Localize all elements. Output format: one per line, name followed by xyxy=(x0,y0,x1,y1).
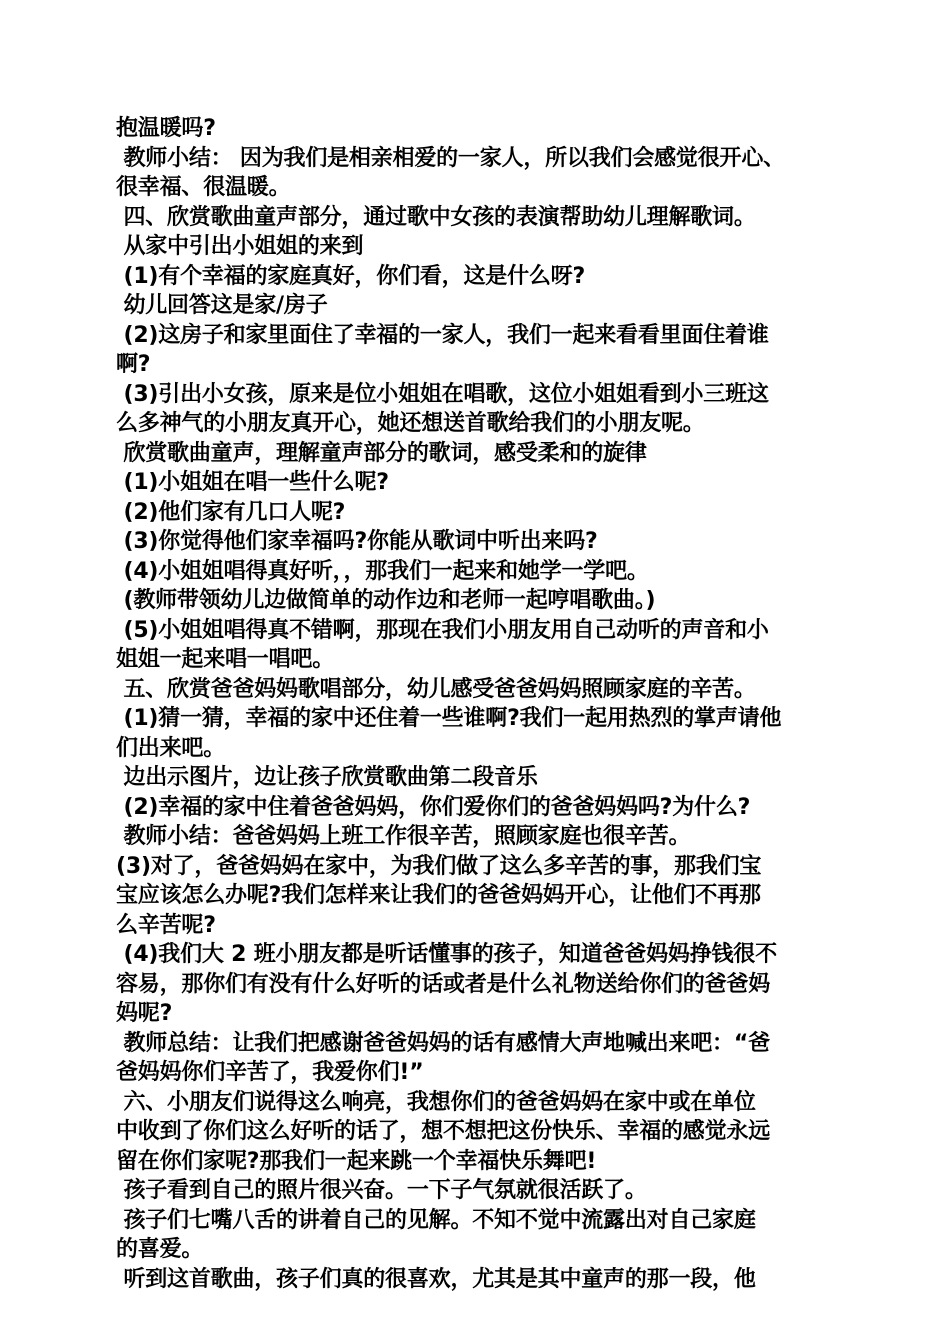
text-line: (1)小姐姐在唱一些什么呢? xyxy=(116,470,389,495)
text-line: (3)对了，爸爸妈妈在家中，为我们做了这么多辛苦的事，那我们宝 xyxy=(116,853,762,879)
text-line: 留在你们家呢?那我们一起来跳一个幸福快乐舞吧! xyxy=(116,1148,597,1174)
text-line: (4)小姐姐唱得真好听，，那我们一起来和她学一学吧。 xyxy=(116,558,649,584)
text-line: 教师小结：爸爸妈妈上班工作很辛苦，照顾家庭也很辛苦。 xyxy=(116,824,691,849)
text-line: (2)他们家有几口人呢? xyxy=(116,499,346,525)
text-line: 听到这首歌曲，孩子们真的很喜欢，尤其是其中童声的那一段，他 xyxy=(116,1266,756,1292)
text-line: 的喜爱。 xyxy=(116,1237,204,1262)
text-line: 五、欣赏爸爸妈妈歌唱部分，幼儿感受爸爸妈妈照顾家庭的辛苦。 xyxy=(116,676,756,702)
text-line: 啊? xyxy=(116,352,151,377)
text-line: 孩子看到自己的照片很兴奋。一下子气氛就很活跃了。 xyxy=(116,1178,647,1203)
text-line: (4)我们大 2 班小朋友都是听话懂事的孩子，知道爸爸妈妈挣钱很不 xyxy=(116,942,777,967)
text-line: (5)小姐姐唱得真不错啊，那现在我们小朋友用自己动听的声音和小 xyxy=(116,617,769,643)
text-line: 从家中引出小姐姐的来到 xyxy=(116,234,364,259)
text-line: 四、欣赏歌曲童声部分，通过歌中女孩的表演帮助幼儿理解歌词。 xyxy=(116,204,756,230)
text-line: 边出示图片，边让孩子欣赏歌曲第二段音乐 xyxy=(116,765,538,790)
text-line: 容易，那你们有没有什么好听的话或者是什么礼物送给你们的爸爸妈 xyxy=(116,971,771,997)
text-line: 欣赏歌曲童声，理解童声部分的歌词，感受柔和的旋律 xyxy=(116,440,647,466)
text-line: 六、小朋友们说得这么响亮，我想你们的爸爸妈妈在家中或在单位 xyxy=(116,1089,756,1115)
text-line: (1)猜一猜，幸福的家中还住着一些谁啊?我们一起用热烈的掌声请他 xyxy=(116,706,782,731)
text-line: 们出来吧。 xyxy=(116,735,226,761)
text-line: (2)这房子和家里面住了幸福的一家人，我们一起来看看里面住着谁 xyxy=(116,322,769,348)
text-line: (教师带领幼儿边做简单的动作边和老师一起哼唱歌曲。) xyxy=(116,588,656,613)
text-line: 孩子们七嘴八舌的讲着自己的见解。不知不觉中流露出对自己家庭 xyxy=(116,1207,756,1233)
text-line: (2)幸福的家中住着爸爸妈妈，你们爱你们的爸爸妈妈吗?为什么? xyxy=(116,794,751,820)
document-body xyxy=(116,114,840,1294)
text-line: 爸妈妈你们辛苦了，我爱你们!” xyxy=(116,1060,424,1085)
text-line: 幼儿回答这是家/房子 xyxy=(116,293,328,318)
text-line: (3)引出小女孩，原来是位小姐姐在唱歌，这位小姐姐看到小三班这 xyxy=(116,381,769,407)
text-line: 么辛苦呢? xyxy=(116,912,216,938)
text-line: 教师小结： 因为我们是相亲相爱的一家人，所以我们会感觉很开心、 xyxy=(116,145,785,171)
text-line: 姐姐一起来唱一唱吧。 xyxy=(116,647,335,672)
text-line: (3)你觉得他们家幸福吗?你能从歌词中听出来吗? xyxy=(116,529,598,554)
text-line: (1)有个幸福的家庭真好，你们看，这是什么呀? xyxy=(116,263,586,289)
text-line: 中收到了你们这么好听的话了，想不想把这份快乐、幸福的感觉永远 xyxy=(116,1119,771,1144)
text-line: 很幸福、很温暖。 xyxy=(116,175,291,200)
text-line: 宝应该怎么办呢?我们怎样来让我们的爸爸妈妈开心，让他们不再那 xyxy=(116,883,761,908)
text-line: 抱温暖吗? xyxy=(116,116,216,141)
text-line: 么多神气的小朋友真开心，她还想送首歌给我们的小朋友呢。 xyxy=(116,411,705,436)
text-line: 妈呢? xyxy=(116,1001,173,1026)
text-line: 教师总结：让我们把感谢爸爸妈妈的话有感情大声地喊出来吧：“爸 xyxy=(116,1030,770,1056)
